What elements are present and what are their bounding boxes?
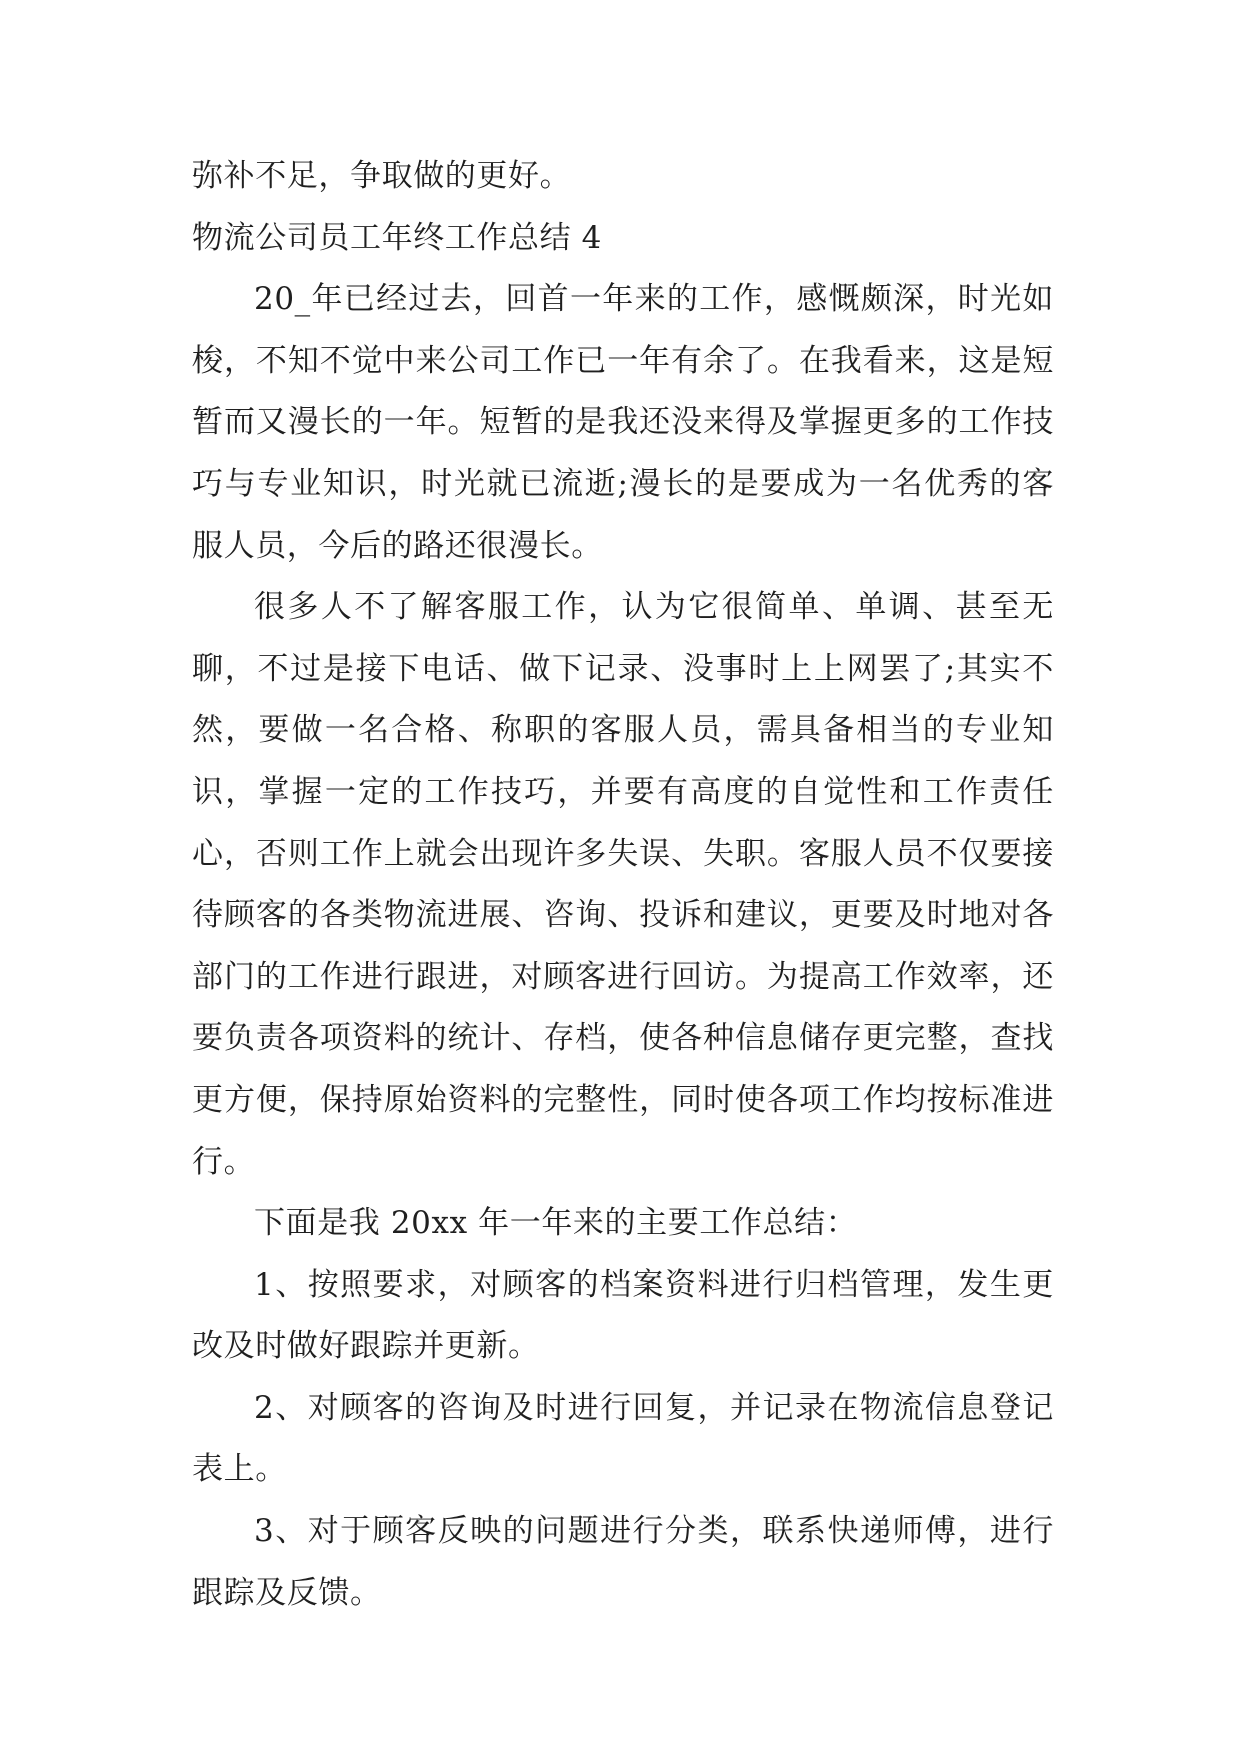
list-item-3: 3、对于顾客反映的问题进行分类，联系快递师傅，进行跟踪及反馈。 (192, 1513, 1054, 1611)
paragraph-service-description: 很多人不了解客服工作，认为它很简单、单调、甚至无聊，不过是接下电话、做下记录、没事时上上网罢了;其实不然，要做一名合格、称职的客服人员，需具备相当的专业知识，掌握一定的工作技巧，并要有高度的自觉性和工作责任心，否则工作上就会出现许多失误、失职。客服人员不仅要接待顾客的各类物流进展、咨询、投诉和建议，更要及时地对各部门的工作进行跟进，对顾客进行回访。为提高工作效率，还要负责各项资料的统计、存档，使各种信息储存更完整，查找更方便，保持原始资料的完整性，同时使各项工作均按标准进行。 (192, 589, 1054, 1180)
paragraph-summary-lead: 下面是我 20xx 年一年来的主要工作总结： (254, 1205, 858, 1242)
list-item-2: 2、对顾客的咨询及时进行回复，并记录在物流信息登记表上。 (192, 1389, 1054, 1488)
list-item-1: 1、按照要求，对顾客的档案资料进行归档管理，发生更改及时做好跟踪并更新。 (192, 1266, 1054, 1365)
section-title: 物流公司员工年终工作总结 4 (192, 219, 602, 256)
document-body (192, 146, 1054, 1624)
paragraph-intro: 20_年已经过去，回首一年来的工作，感慨颇深，时光如梭，不知不觉中来公司工作已一年有余了。在我看来，这是短暂而又漫长的一年。短暂的是我还没来得及掌握更多的工作技巧与专业知识，时光就已流逝;漫长的是要成为一名优秀的客服人员，今后的路还很漫长。 (192, 281, 1054, 564)
carryover-line: 弥补不足，争取做的更好。 (192, 158, 572, 194)
